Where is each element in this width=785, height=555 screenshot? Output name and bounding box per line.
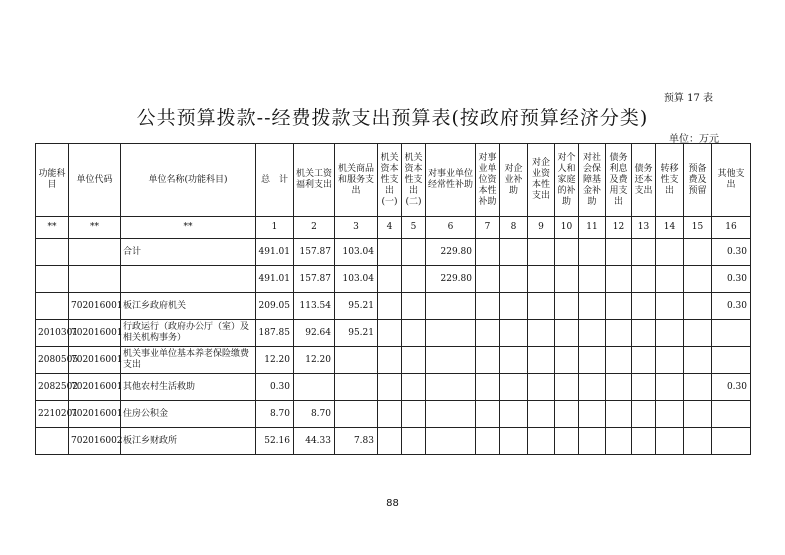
unit-name-cell: 其他农村生活救助 [121,374,256,401]
wage-cell: 8.70 [294,401,335,428]
capital-2-cell [402,239,426,266]
debt-principal-cell [632,401,656,428]
capital-2-cell [402,428,426,455]
unit-code-cell: 702016001 [69,320,121,347]
capital-2-cell [402,374,426,401]
inst-recurrent-cell [426,293,476,320]
table-row [36,293,751,320]
other-cell [712,428,751,455]
capital-1-cell [378,374,402,401]
enterprise-subsidy-cell [500,293,528,320]
individual-subsidy-cell [555,374,579,401]
index-cell: 7 [476,217,500,239]
debt-principal-cell [632,320,656,347]
page-number: 88 [386,498,399,509]
inst-capital-cell [476,320,500,347]
total-cell: 52.16 [256,428,294,455]
debt-principal-cell [632,428,656,455]
capital-2-cell [402,293,426,320]
debt-principal-cell [632,266,656,293]
inst-capital-cell [476,266,500,293]
enterprise-capital-cell [528,293,555,320]
enterprise-capital-cell [528,428,555,455]
inst-capital-cell [476,428,500,455]
index-cell: 9 [528,217,555,239]
unit-name-cell: 合计 [121,239,256,266]
social-security-cell [579,374,606,401]
reserve-cell [684,239,712,266]
index-cell: 8 [500,217,528,239]
total-cell: 209.05 [256,293,294,320]
goods-services-cell: 95.21 [335,320,378,347]
total-cell: 187.85 [256,320,294,347]
header-debt-interest: 债务利息及费用支出 [606,144,632,217]
header-goods-services: 机关商品和服务支出 [335,144,378,217]
header-capital-2: 机关资本性支出(二) [402,144,426,217]
debt-interest-cell [606,401,632,428]
transfer-cell [656,347,684,374]
other-cell: 0.30 [712,239,751,266]
social-security-cell [579,266,606,293]
goods-services-cell: 103.04 [335,266,378,293]
unit-code-cell [69,239,121,266]
transfer-cell [656,266,684,293]
other-cell [712,347,751,374]
wage-cell: 44.33 [294,428,335,455]
transfer-cell [656,239,684,266]
capital-2-cell [402,266,426,293]
goods-services-cell [335,374,378,401]
social-security-cell [579,401,606,428]
page-title: 公共预算拨款--经费拨款支出预算表(按政府预算经济分类) [136,107,649,129]
total-cell: 8.70 [256,401,294,428]
table-row [36,374,751,401]
index-cell: 15 [684,217,712,239]
reserve-cell [684,266,712,293]
individual-subsidy-cell [555,347,579,374]
capital-1-cell [378,266,402,293]
func-code-cell: 2210201 [36,401,69,428]
total-cell: 491.01 [256,266,294,293]
debt-principal-cell [632,347,656,374]
capital-2-cell [402,347,426,374]
header-reserve: 预备费及预留 [684,144,712,217]
table-row [36,401,751,428]
func-code-cell: 2010301 [36,320,69,347]
debt-interest-cell [606,428,632,455]
other-cell: 0.30 [712,293,751,320]
capital-1-cell [378,428,402,455]
index-cell: 6 [426,217,476,239]
debt-principal-cell [632,239,656,266]
index-cell: 3 [335,217,378,239]
unit-name-cell: 住房公积金 [121,401,256,428]
unit-code-cell: 702016001 [69,293,121,320]
social-security-cell [579,239,606,266]
unit-code-cell: 702016001 [69,374,121,401]
debt-interest-cell [606,239,632,266]
inst-recurrent-cell [426,374,476,401]
unit-name-cell: 行政运行（政府办公厅（室）及相关机构事务） [121,320,256,347]
index-cell: 11 [579,217,606,239]
individual-subsidy-cell [555,239,579,266]
budget-table [35,143,751,455]
goods-services-cell [335,347,378,374]
individual-subsidy-cell [555,401,579,428]
social-security-cell [579,320,606,347]
inst-recurrent-cell: 229.80 [426,239,476,266]
capital-1-cell [378,347,402,374]
other-cell: 0.30 [712,374,751,401]
enterprise-capital-cell [528,266,555,293]
index-cell: ** [69,217,121,239]
header-social-security: 对社会保障基金补助 [579,144,606,217]
reserve-cell [684,293,712,320]
goods-services-cell [335,401,378,428]
wage-cell: 113.54 [294,293,335,320]
enterprise-subsidy-cell [500,266,528,293]
func-code-cell: 2080505 [36,347,69,374]
capital-1-cell [378,239,402,266]
individual-subsidy-cell [555,428,579,455]
header-other: 其他支出 [712,144,751,217]
goods-services-cell: 103.04 [335,239,378,266]
inst-recurrent-cell [426,401,476,428]
unit-code-cell: 702016001 [69,347,121,374]
debt-principal-cell [632,374,656,401]
inst-recurrent-cell [426,320,476,347]
table-row [36,320,751,347]
unit-code-cell: 702016002 [69,428,121,455]
inst-capital-cell [476,401,500,428]
wage-cell: 12.20 [294,347,335,374]
inst-recurrent-cell: 229.80 [426,266,476,293]
header-individual-subsidy: 对个人和家庭的补助 [555,144,579,217]
total-cell: 12.20 [256,347,294,374]
header-wage: 机关工资福利支出 [294,144,335,217]
enterprise-capital-cell [528,401,555,428]
transfer-cell [656,320,684,347]
table-row [36,428,751,455]
enterprise-subsidy-cell [500,401,528,428]
social-security-cell [579,293,606,320]
func-code-cell: 2082502 [36,374,69,401]
debt-interest-cell [606,374,632,401]
unit-code-cell [69,266,121,293]
capital-2-cell [402,401,426,428]
index-cell: ** [36,217,69,239]
individual-subsidy-cell [555,320,579,347]
capital-2-cell [402,320,426,347]
goods-services-cell: 95.21 [335,293,378,320]
table-row [36,239,751,266]
table-row [36,347,751,374]
reserve-cell [684,401,712,428]
capital-1-cell [378,320,402,347]
enterprise-capital-cell [528,374,555,401]
wage-cell: 92.64 [294,320,335,347]
reserve-cell [684,320,712,347]
total-cell: 0.30 [256,374,294,401]
individual-subsidy-cell [555,293,579,320]
reserve-cell [684,347,712,374]
transfer-cell [656,293,684,320]
enterprise-capital-cell [528,239,555,266]
enterprise-subsidy-cell [500,428,528,455]
unit-label: 单位：万元 [669,134,719,145]
unit-name-cell: 板江乡财政所 [121,428,256,455]
func-code-cell [36,428,69,455]
wage-cell [294,374,335,401]
individual-subsidy-cell [555,266,579,293]
header-row [36,144,751,217]
index-cell: 1 [256,217,294,239]
unit-name-cell: 机关事业单位基本养老保险缴费支出 [121,347,256,374]
unit-name-cell: 板江乡政府机关 [121,293,256,320]
social-security-cell [579,428,606,455]
header-inst-recurrent: 对事业单位经常性补助 [426,144,476,217]
transfer-cell [656,428,684,455]
inst-capital-cell [476,374,500,401]
header-debt-principal: 债务还本支出 [632,144,656,217]
func-code-cell [36,293,69,320]
capital-1-cell [378,401,402,428]
table-row [36,266,751,293]
index-cell: 14 [656,217,684,239]
header-transfer: 转移性支出 [656,144,684,217]
other-cell: 0.30 [712,266,751,293]
unit-code-cell: 702016001 [69,401,121,428]
enterprise-subsidy-cell [500,239,528,266]
header-inst-capital: 对事业单位资本性补助 [476,144,500,217]
header-enterprise-capital: 对企业资本性支出 [528,144,555,217]
social-security-cell [579,347,606,374]
total-cell: 491.01 [256,239,294,266]
func-code-cell [36,239,69,266]
inst-capital-cell [476,347,500,374]
index-row [36,217,751,239]
reserve-cell [684,428,712,455]
header-func-subject: 功能科目 [36,144,69,217]
func-code-cell [36,266,69,293]
other-cell [712,320,751,347]
index-cell: 4 [378,217,402,239]
index-cell: 10 [555,217,579,239]
debt-interest-cell [606,293,632,320]
reserve-cell [684,374,712,401]
inst-recurrent-cell [426,347,476,374]
index-cell: ** [121,217,256,239]
enterprise-capital-cell [528,347,555,374]
index-cell: 12 [606,217,632,239]
inst-recurrent-cell [426,428,476,455]
form-number: 预算 17 表 [663,93,713,104]
capital-1-cell [378,293,402,320]
enterprise-subsidy-cell [500,347,528,374]
enterprise-subsidy-cell [500,374,528,401]
index-cell: 5 [402,217,426,239]
debt-interest-cell [606,266,632,293]
goods-services-cell: 7.83 [335,428,378,455]
debt-principal-cell [632,293,656,320]
other-cell [712,401,751,428]
inst-capital-cell [476,293,500,320]
unit-name-cell [121,266,256,293]
wage-cell: 157.87 [294,266,335,293]
transfer-cell [656,401,684,428]
transfer-cell [656,374,684,401]
enterprise-capital-cell [528,320,555,347]
index-cell: 16 [712,217,751,239]
debt-interest-cell [606,347,632,374]
index-cell: 2 [294,217,335,239]
header-total: 总 计 [256,144,294,217]
inst-capital-cell [476,239,500,266]
header-unit-name: 单位名称(功能科目) [121,144,256,217]
wage-cell: 157.87 [294,239,335,266]
header-unit-code: 单位代码 [69,144,121,217]
debt-interest-cell [606,320,632,347]
header-enterprise-subsidy: 对企业补助 [500,144,528,217]
header-capital-1: 机关资本性支出(一) [378,144,402,217]
index-cell: 13 [632,217,656,239]
enterprise-subsidy-cell [500,320,528,347]
